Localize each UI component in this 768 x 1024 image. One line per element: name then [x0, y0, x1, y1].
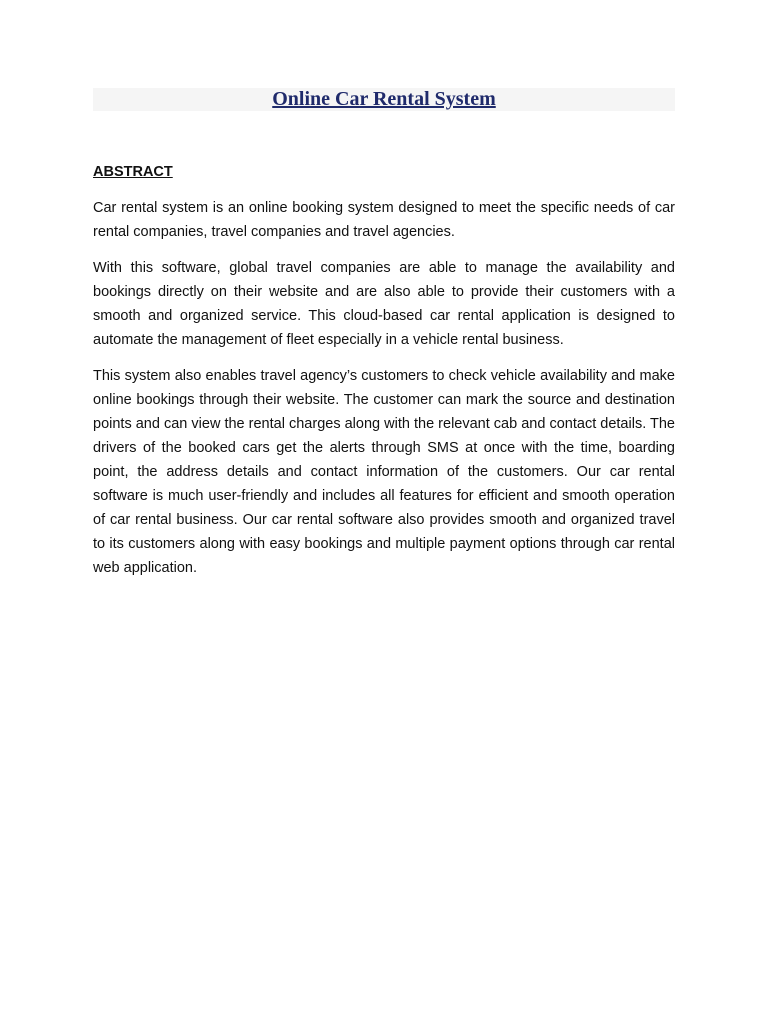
document-body: [93, 160, 675, 592]
paragraph-1: Car rental system is an online booking system designed to meet the specific needs of car rental companies, travel companies and travel agencies.: [93, 200, 675, 240]
section-heading: ABSTRACT: [93, 164, 173, 180]
paragraph-3: This system also enables travel agency’s customers to check vehicle availability and make online bookings through their website. The customer can mark the source and destination points and can view the rental charges along with the relevant cab and contact details. The drivers of the booked cars get the alerts through SMS at once with the time, boarding point, the address details and contact information of the customers. Our car rental software is much user-friendly and includes all features for efficient and smooth operation of car rental business. Our car rental software also provides smooth and organized travel to its customers along with easy bookings and multiple payment options through car rental web application.: [93, 368, 675, 576]
paragraph-2: With this software, global travel companies are able to manage the availability and bookings directly on their website and are also able to provide their customers with a smooth and organized service. This cloud-based car rental application is designed to automate the management of fleet especially in a vehicle rental business.: [93, 260, 675, 348]
document-title: Online Car Rental System: [272, 88, 496, 110]
title-banner: [93, 88, 675, 111]
